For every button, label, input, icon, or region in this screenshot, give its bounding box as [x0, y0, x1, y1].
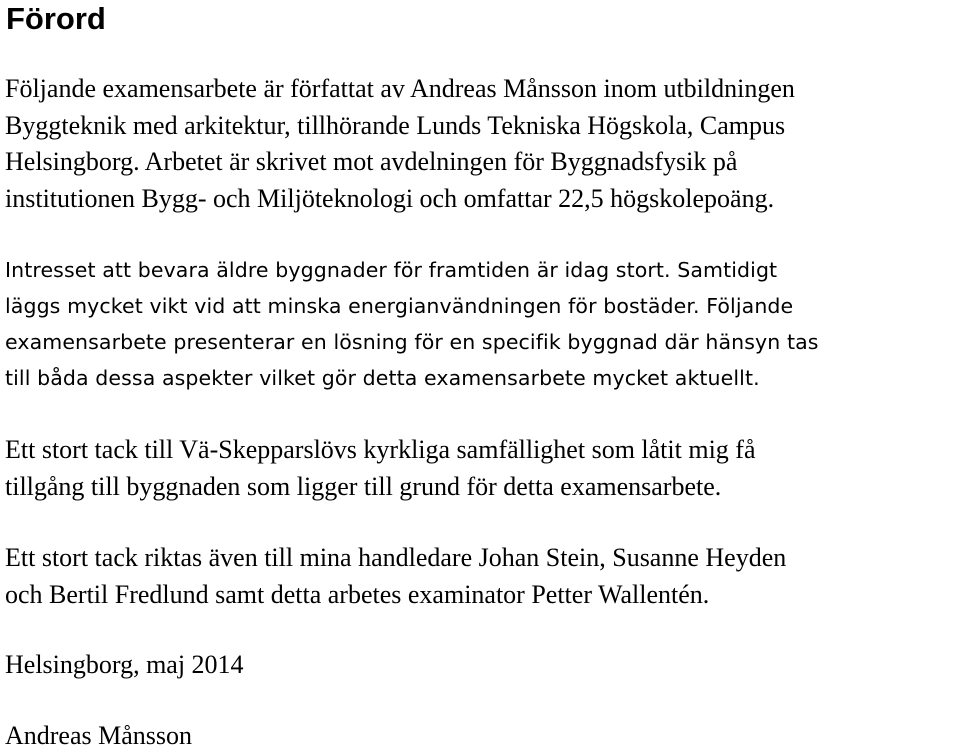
motivation-paragraph — [5, 252, 819, 396]
page-title: Förord — [6, 1, 106, 36]
paragraph-line: Helsingborg. Arbetet är skrivet mot avdelningen för Byggnadsfysik på — [5, 147, 738, 176]
place-date — [5, 647, 244, 684]
paragraph-line: Ett stort tack riktas även till mina handledare Johan Stein, Susanne Heyden — [5, 543, 787, 572]
author-signature — [5, 718, 192, 755]
paragraph-line: Ett stort tack till Vä-Skepparslövs kyrkliga samfällighet som låtit mig få — [5, 435, 756, 464]
paragraph-line: Följande examensarbete är författat av Andreas Månsson inom utbildningen — [5, 74, 795, 103]
paragraph-line: till båda dessa aspekter vilket gör detta examensarbete mycket aktuellt. — [5, 366, 760, 390]
paragraph-line: Byggteknik med arkitektur, tillhörande Lunds Tekniska Högskola, Campus — [5, 110, 786, 140]
author-name: Andreas Månsson — [5, 721, 193, 750]
paragraph-line: Intresset att bevara äldre byggnader för framtiden är idag stort. Samtidigt — [5, 258, 778, 282]
paragraph-line: och Bertil Fredlund samt detta arbetes examinator Petter Wallentén. — [5, 579, 710, 609]
paragraph-line: läggs mycket vikt vid att minska energianvändningen för bostäder. Följande — [5, 294, 794, 318]
acknowledgement-paragraph-2 — [5, 540, 786, 613]
paragraph-line: tillgång till byggnaden som ligger till grund för detta examensarbete. — [5, 471, 722, 501]
paragraph-line: examensarbete presenterar en lösning för en specifik byggnad där hänsyn tas — [5, 330, 819, 354]
acknowledgement-paragraph-1 — [5, 432, 756, 505]
paragraph-line: institutionen Bygg- och Miljöteknologi och omfattar 22,5 högskolepoäng. — [5, 183, 775, 213]
place-date-line: Helsingborg, maj 2014 — [5, 650, 244, 679]
intro-paragraph — [5, 71, 795, 217]
